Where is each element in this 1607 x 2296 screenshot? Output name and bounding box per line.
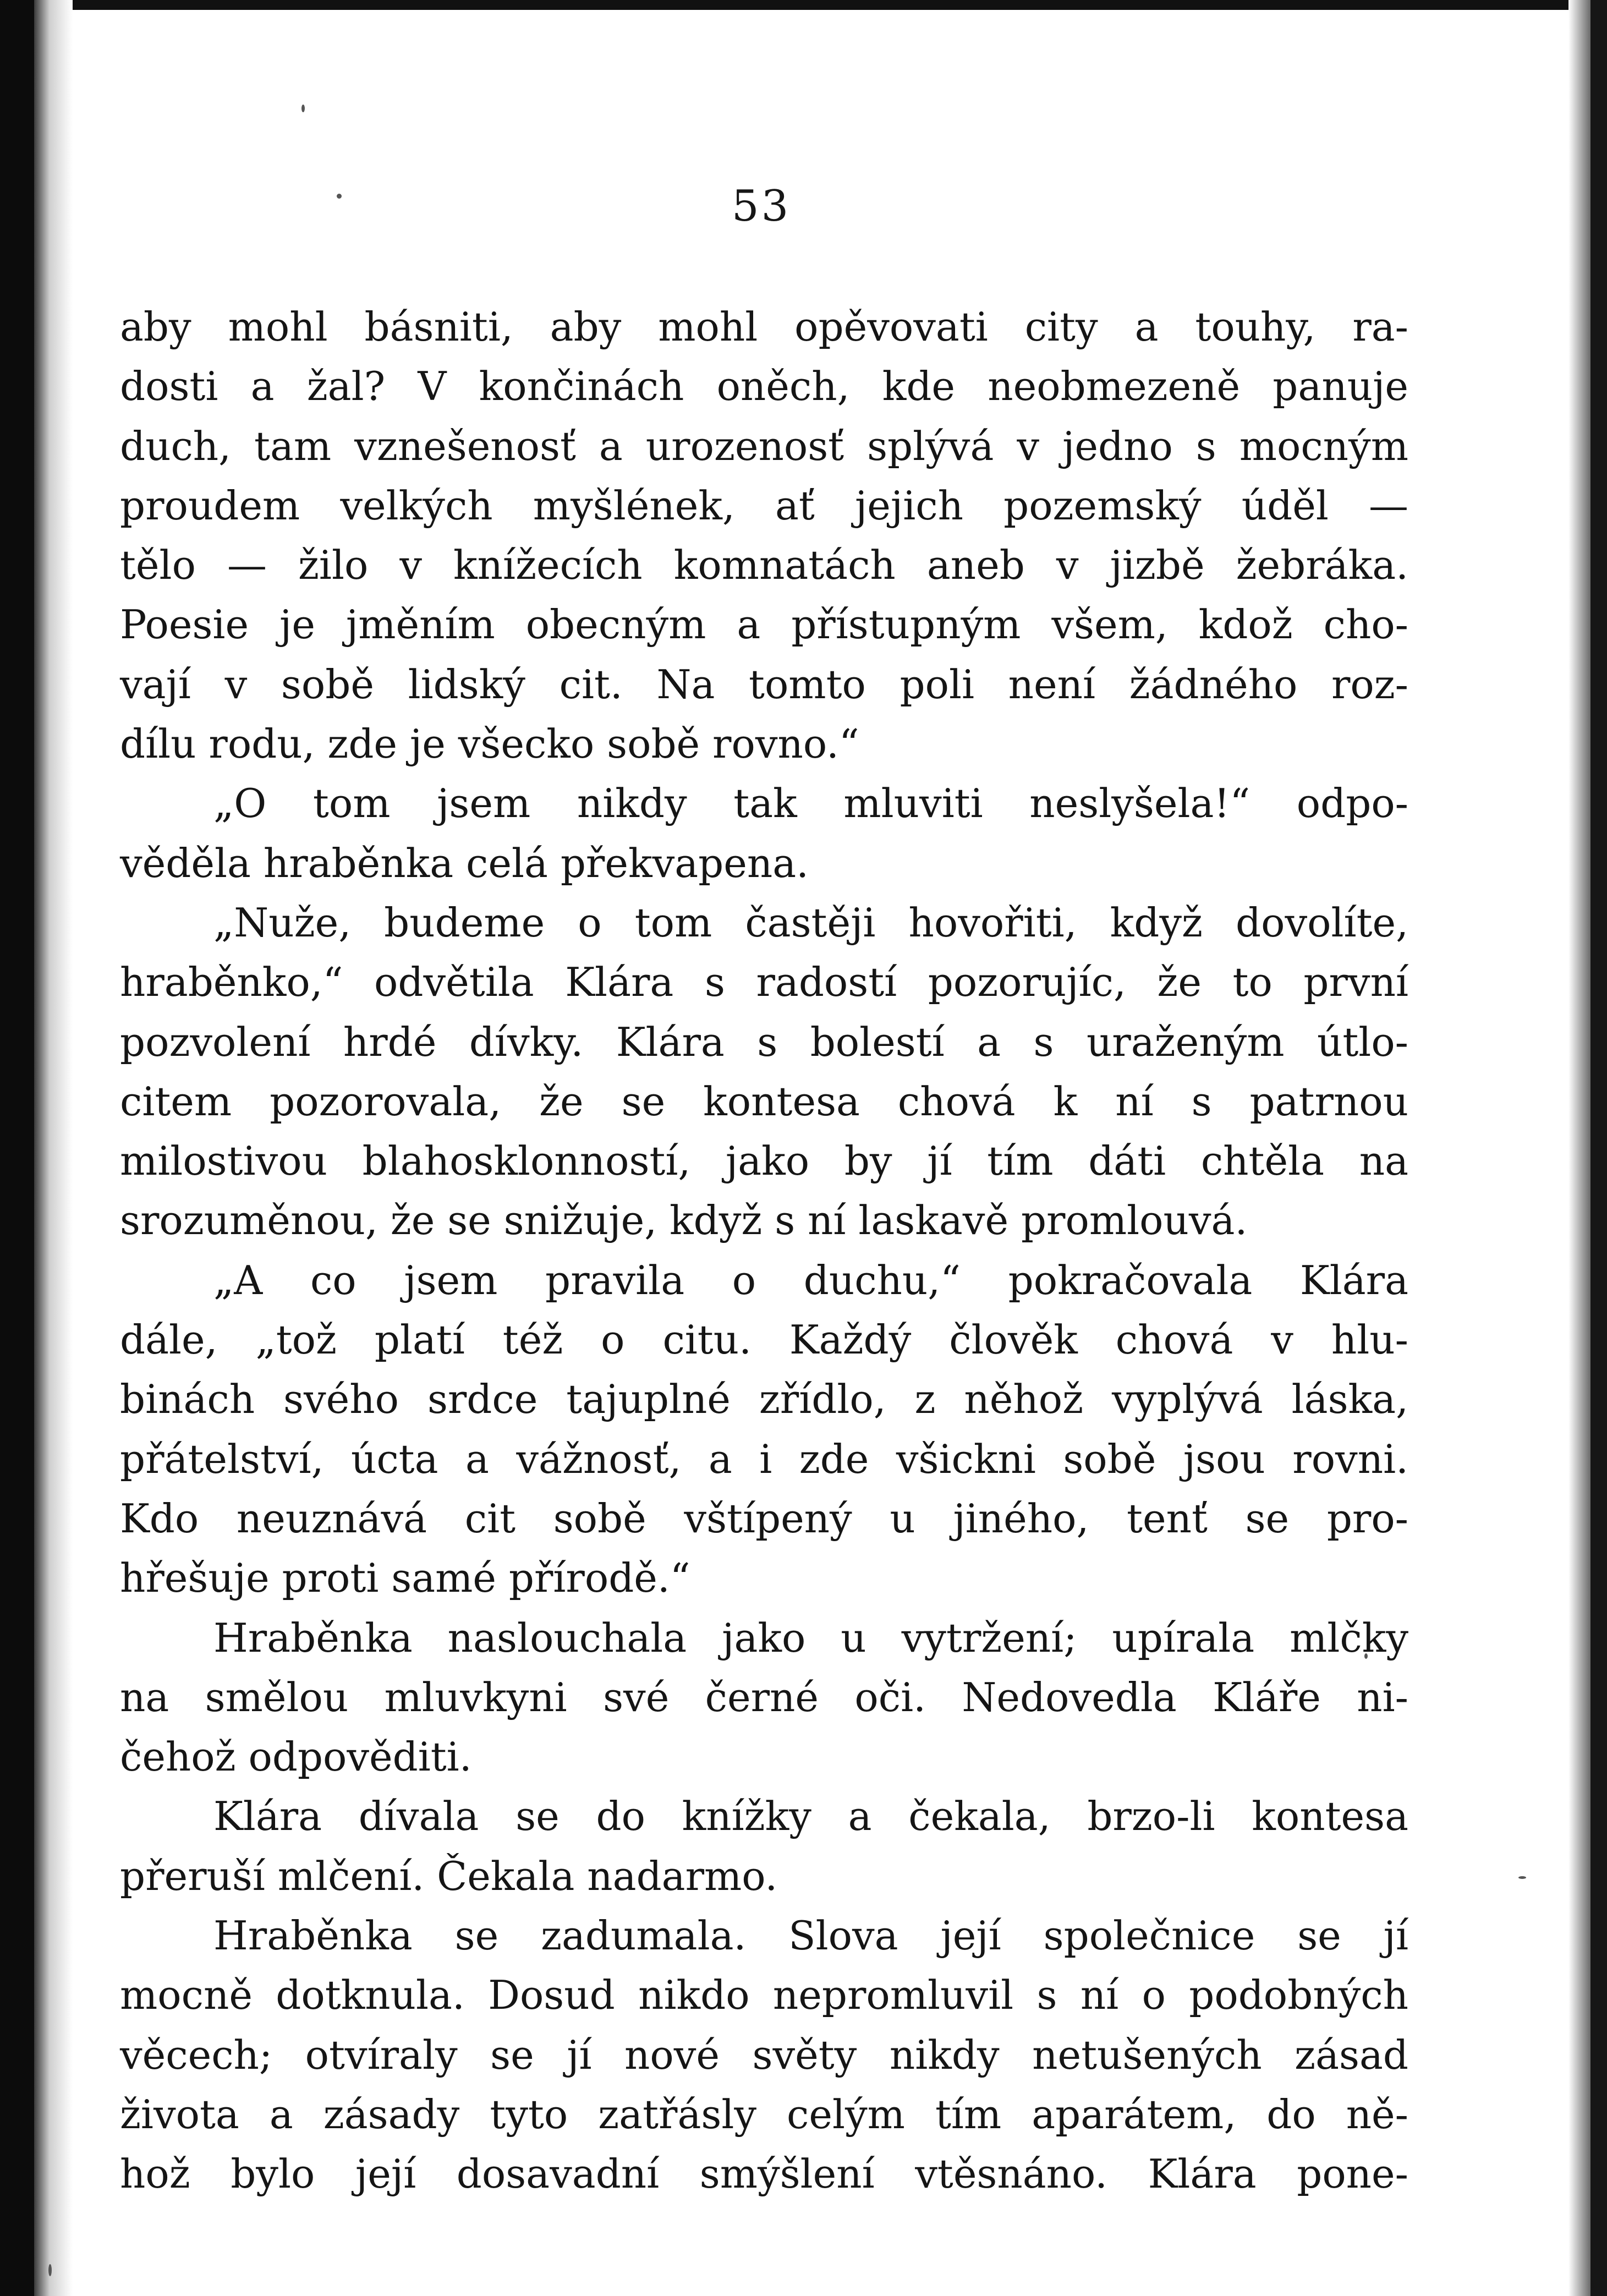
text-line: dále, „tož platí též o citu. Každý člověk chová v hlu- (120, 1317, 1408, 1363)
text-line: „Nuže, budeme o tom častěji hovořiti, když dovolíte, (213, 899, 1408, 946)
text-line: proudem velkých myšlének, ať jejich pozemský úděl — (120, 482, 1408, 529)
text-line: duch, tam vznešenosť a urozenosť splývá v jedno s mocným (120, 423, 1408, 469)
text-line: Hraběnka se zadumala. Slova její společnice se jí (213, 1913, 1408, 1959)
text-line: vají v sobě lidský cit. Na tomto poli není žádného roz- (120, 661, 1408, 708)
text-line: věděla hraběnka celá překvapena. (120, 840, 809, 886)
text-line: aby mohl básniti, aby mohl opěvovati city a touhy, ra- (120, 304, 1408, 350)
text-line: milostivou blahosklonností, jako by jí tím dáti chtěla na (120, 1138, 1408, 1185)
text-line: „A co jsem pravila o duchu,“ pokračovala Klára (213, 1257, 1408, 1303)
text-line: hož bylo její dosavadní smýšlení vtěsnáno. Klára pone- (120, 2151, 1408, 2198)
text-line: binách svého srdce tajuplné zřídlo, z něhož vyplývá láska, (120, 1376, 1408, 1423)
text-line: tělo — žilo v knížecích komnatách aneb v jizbě žebráka. (120, 542, 1408, 589)
text-line: Klára dívala se do knížky a čekala, brzo-li kontesa (213, 1793, 1408, 1840)
dust-speck (1518, 1876, 1526, 1879)
text-line: Kdo neuznává cit sobě vštípený u jiného, tenť se pro- (120, 1495, 1408, 1542)
text-line: života a zásady tyto zatřásly celým tím aparátem, do ně- (120, 2091, 1408, 2138)
text-line: mocně dotknula. Dosud nikdo nepromluvil s ní o podobných (120, 1972, 1408, 2019)
text-line: čehož odpověditi. (120, 1734, 472, 1780)
text-line: dílu rodu, zde je všecko sobě rovno.“ (120, 721, 859, 768)
text-line: dosti a žal? V končinách oněch, kde neobmezeně panuje (120, 363, 1408, 410)
dust-speck (48, 2264, 52, 2276)
text-line: přátelství, úcta a vážnosť, a i zde všickni sobě jsou rovni. (120, 1435, 1408, 1482)
text-line: hřešuje proti samé přírodě.“ (120, 1555, 690, 1602)
page-number: 53 (732, 182, 791, 231)
text-line: na smělou mluvkyni své černé oči. Nedovedla Kláře ni- (120, 1674, 1408, 1720)
text-line: Hraběnka naslouchala jako u vytržení; upírala mlčky (213, 1614, 1408, 1661)
text-line: přeruší mlčení. Čekala nadarmo. (120, 1853, 778, 1899)
body-text (120, 297, 1408, 2204)
text-line: citem pozorovala, že se kontesa chová k ní s patrnou (120, 1078, 1408, 1125)
scan-left-edge (0, 0, 34, 2296)
dust-speck (301, 105, 305, 112)
text-line: hraběnko,“ odvětila Klára s radostí pozorujíc, že to první (120, 959, 1408, 1006)
scan-right-edge (1590, 0, 1607, 2296)
scan-top-edge (0, 0, 1607, 10)
text-line: věcech; otvíraly se jí nové světy nikdy netušených zásad (120, 2031, 1408, 2078)
text-line: Poesie je jměním obecným a přístupným všem, kdož cho- (120, 601, 1408, 648)
text-line: pozvolení hrdé dívky. Klára s bolestí a s uraženým útlo- (120, 1018, 1408, 1065)
dust-speck (337, 194, 342, 199)
text-line: srozuměnou, že se snižuje, když s ní laskavě promlouvá. (120, 1197, 1248, 1244)
text-line: „O tom jsem nikdy tak mluviti neslyšela!“ odpo- (213, 780, 1408, 827)
